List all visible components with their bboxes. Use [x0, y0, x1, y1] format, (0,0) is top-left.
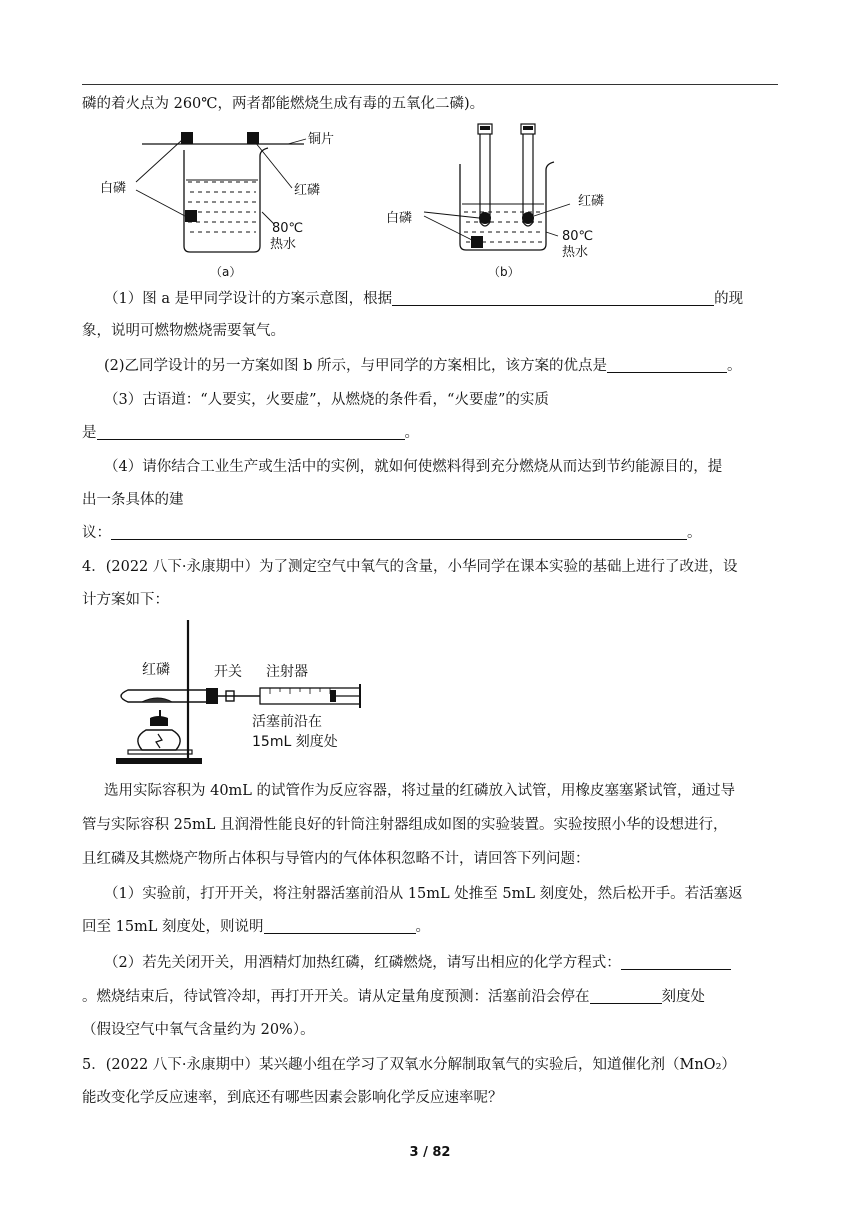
answer-blank-1[interactable]: [392, 289, 714, 306]
q4-part2-line2: 。燃烧结束后，待试管冷却，再打开开关。请从定量角度预测：活塞前沿会停在 刻度处: [82, 989, 705, 1005]
label-copper: 铜片: [308, 132, 335, 147]
q4-part2-line1: （2）若先关闭开关，用酒精灯加热红磷，红磷燃烧，请写出相应的化学方程式：: [104, 953, 778, 973]
q3-part1-line1: （1）图 a 是甲同学设计的方案示意图，根据 的现: [104, 291, 744, 307]
q5-line2: 能改变化学反应速率，到底还有哪些因素会影响化学反应速率呢？: [82, 1090, 503, 1106]
q4-title-line2: 计方案如下：: [82, 592, 169, 608]
label-white-phosphorus-b: 白磷: [386, 211, 413, 226]
red-phosphorus-in-tube: [522, 212, 534, 224]
iron-stand-base: [116, 758, 202, 764]
q4-body-line3: 且红磷及其燃烧产物所占体积与导管内的气体体积忽略不计，请回答下列问题：: [82, 851, 590, 867]
intro-line: 磷的着火点为 260℃，两者都能燃烧生成有毒的五氧化二磷)。: [82, 96, 485, 112]
label-piston-1: 活塞前沿在: [252, 714, 322, 730]
label-hot-water-b: 热水: [562, 245, 589, 260]
red-phosphorus-pile: [142, 698, 172, 702]
answer-blank-4[interactable]: [111, 523, 687, 540]
label-red-phosphorus-c: 红磷: [142, 662, 170, 678]
caption-a: （a）: [210, 265, 242, 278]
q4-part2-line3: （假设空气中氧气含量约为 20%）。: [82, 1022, 315, 1038]
label-piston-2: 15mL 刻度处: [252, 734, 338, 750]
label-switch: 开关: [214, 664, 242, 680]
figure-a: [92, 118, 372, 278]
q4-body-line1: 选用实际容积为 40mL 的试管作为反应容器，将过量的红磷放入试管，用橡皮塞塞紧试管，通过导: [104, 783, 736, 799]
answer-blank-3[interactable]: [97, 423, 405, 440]
answer-blank-6[interactable]: [621, 953, 731, 970]
white-phosphorus-water-b: [471, 236, 483, 248]
q3-part2: (2)乙同学设计的另一方案如图 b 所示，与甲同学的方案相比，该方案的优点是 。: [104, 358, 742, 374]
label-80c-b: 80℃: [562, 229, 594, 244]
white-phosphorus-top: [181, 132, 193, 144]
label-red-phosphorus-b: 红磷: [578, 194, 605, 209]
syringe-piston: [330, 690, 336, 702]
label-white-phosphorus: 白磷: [100, 181, 127, 196]
q5-line1: 5．(2022 八下·永康期中）某兴趣小组在学习了双氧水分解制取氧气的实验后，知道催化剂（MnO₂）: [82, 1057, 736, 1073]
label-red-phosphorus: 红磷: [294, 183, 321, 198]
white-phosphorus-in-tube: [479, 212, 491, 224]
figure-syringe-apparatus: [102, 618, 372, 768]
q3-part4-line1: （4）请你结合工业生产或生活中的实例，就如何使燃料得到充分燃烧从而达到节约能源目的，提: [104, 459, 723, 475]
label-syringe: 注射器: [266, 664, 308, 680]
q3-part3-line2: 是 。: [82, 425, 419, 441]
answer-blank-2[interactable]: [607, 356, 727, 373]
label-hot-water: 热水: [270, 237, 297, 252]
answer-blank-7[interactable]: [590, 987, 662, 1004]
page-number: 3 / 82: [409, 1145, 451, 1160]
q3-part1-line2: 象，说明可燃物燃烧需要氧气。: [82, 323, 285, 339]
q3-part4-line3: 议： 。: [82, 525, 702, 541]
q3-part4-line2: 出一条具体的建: [82, 492, 184, 508]
beaker-a: [184, 148, 268, 252]
q4-part1-line1: （1）实验前，打开开关，将注射器活塞前沿从 15mL 处推至 5mL 刻度处，然后松开手。若活塞返: [104, 886, 743, 902]
header-rule: [82, 84, 778, 85]
answer-blank-5[interactable]: [264, 917, 416, 934]
caption-b: （b）: [488, 265, 520, 278]
q3-part3-line1: （3）古语道：“人要实，火要虚”，从燃烧的条件看，“火要虚”的实质: [104, 392, 549, 408]
rubber-stopper: [206, 688, 218, 704]
q4-part1-line2: 回至 15mL 刻度处，则说明 。: [82, 919, 431, 935]
alcohol-lamp-wick: [150, 716, 168, 726]
q4-body-line2: 管与实际容积 25mL 且润滑性能良好的针筒注射器组成如图的实验装置。实验按照小华的设想进行，: [82, 817, 728, 833]
label-80c: 80℃: [272, 221, 304, 236]
figure-b: [380, 118, 620, 278]
white-phosphorus-water: [185, 210, 197, 222]
red-phosphorus-top: [247, 132, 259, 144]
q4-title-line1: 4．(2022 八下·永康期中）为了测定空气中氧气的含量，小华同学在课本实验的基础上进行了改进，设: [82, 559, 738, 575]
